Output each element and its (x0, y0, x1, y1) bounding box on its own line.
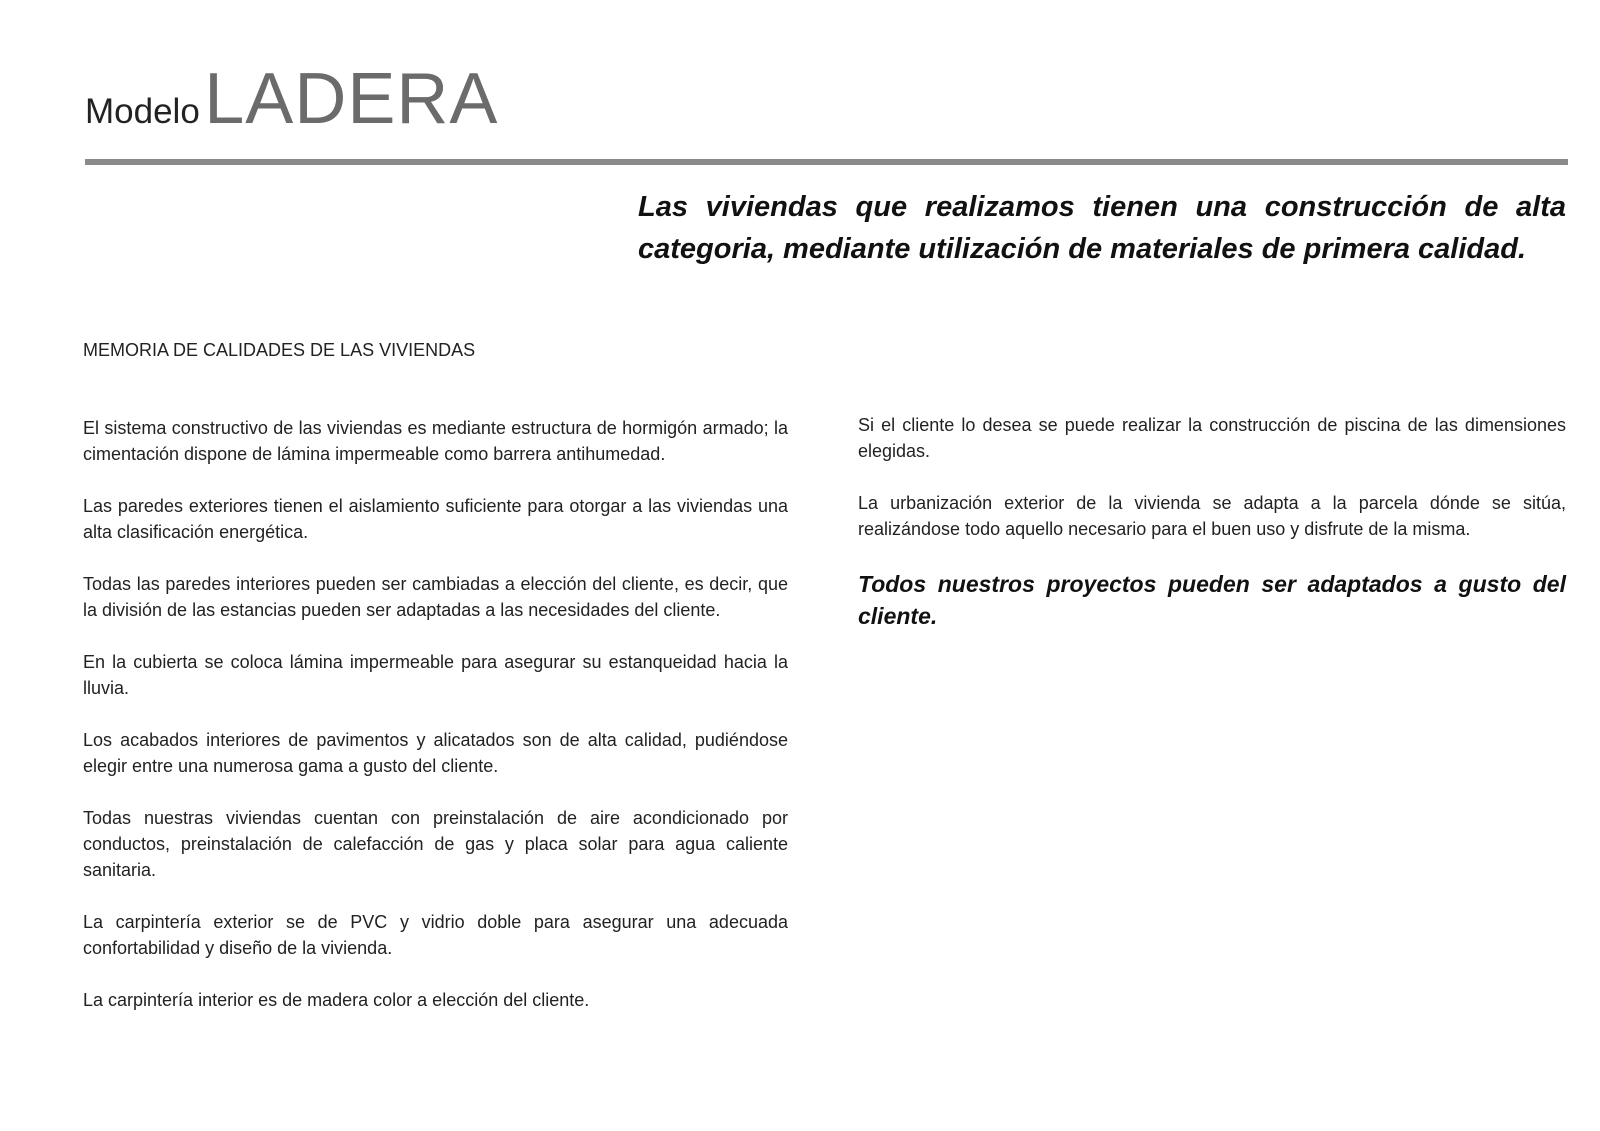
closing-statement: Todos nuestros proyectos pueden ser adaptados a gusto del cliente. (858, 571, 1566, 629)
title-main: LADERA (204, 59, 499, 139)
title-divider (85, 159, 1568, 165)
paragraph-installations: Todas nuestras viviendas cuentan con preinstalación de aire acondicionado por conductos, preinstalación de calefacción de gas y placa solar para agua caliente sanitaria. (83, 808, 788, 880)
paragraph-interior-carpentry: La carpintería interior es de madera color a elección del cliente. (83, 990, 590, 1010)
paragraph-roof: En la cubierta se coloca lámina impermeable para asegurar su estanqueidad hacia la lluvia. (83, 652, 788, 698)
paragraph-interior-walls: Todas las paredes interiores pueden ser cambiadas a elección del cliente, es decir, que la división de las estancias pueden ser adaptadas a las necesidades del cliente. (83, 574, 788, 620)
page-title (85, 58, 498, 140)
paragraph-exterior-walls: Las paredes exteriores tienen el aislamiento suficiente para otorgar a las viviendas una alta clasificación energética. (83, 496, 788, 542)
paragraph-exterior-carpentry: La carpintería exterior se de PVC y vidrio doble para asegurar una adecuada confortabilidad y diseño de la vivienda. (83, 912, 788, 958)
paragraph-finishes: Los acabados interiores de pavimentos y alicatados son de alta calidad, pudiéndose elegir entre una numerosa gama a gusto del cliente. (83, 730, 788, 776)
paragraph-urbanization: La urbanización exterior de la vivienda se adapta a la parcela dónde se sitúa, realizándose todo aquello necesario para el buen uso y disfrute de la misma. (858, 493, 1566, 539)
left-column (83, 415, 788, 1039)
tagline: Las viviendas que realizamos tienen una construcción de alta categoria, mediante utilización de materiales de primera calidad. (638, 191, 1566, 265)
right-column (858, 412, 1566, 632)
paragraph-structure: El sistema constructivo de las viviendas es mediante estructura de hormigón armado; la cimentación dispone de lámina impermeable como barrera antihumedad. (83, 418, 788, 464)
title-prefix: Modelo (85, 92, 200, 131)
section-heading: MEMORIA DE CALIDADES DE LAS VIVIENDAS (83, 340, 476, 360)
paragraph-pool: Si el cliente lo desea se puede realizar la construcción de piscina de las dimensiones elegidas. (858, 415, 1566, 461)
